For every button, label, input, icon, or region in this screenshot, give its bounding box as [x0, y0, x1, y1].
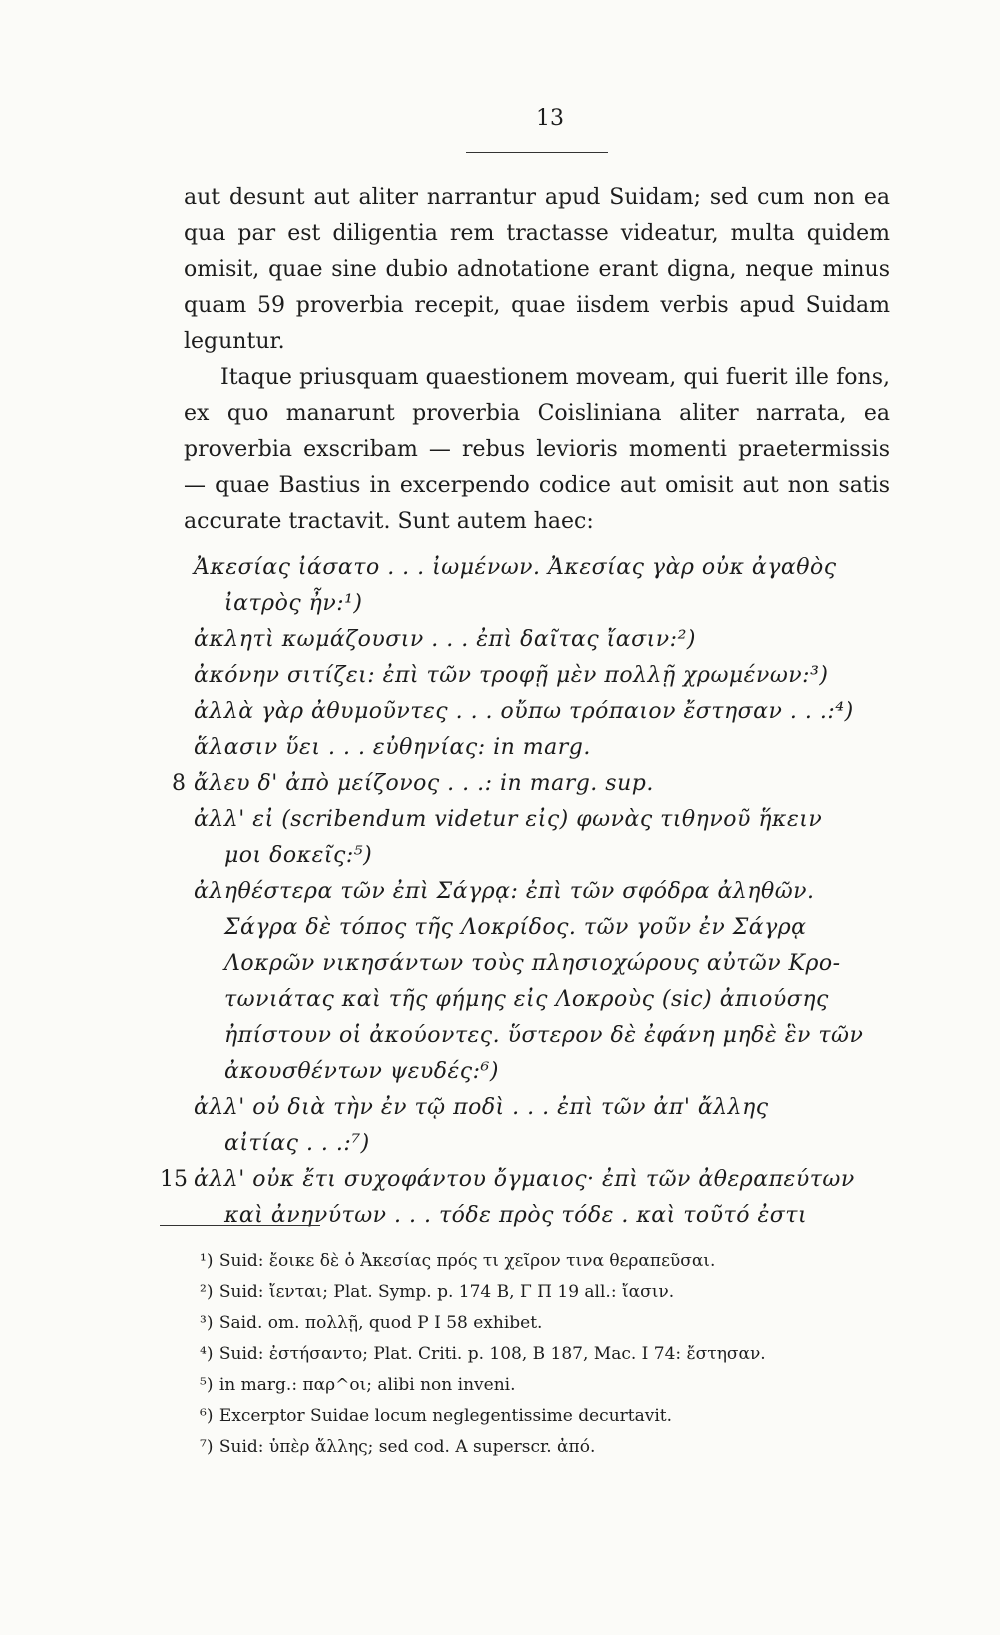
- main-text: [184, 180, 890, 540]
- footnote-marker: ³): [200, 1313, 214, 1333]
- footnote-marker: ¹): [200, 1251, 214, 1271]
- proverb-line: μοι δοκεῖς:⁵): [224, 843, 373, 868]
- proverb-entry: [194, 658, 894, 694]
- footnote-marker: ⁴): [200, 1344, 214, 1364]
- proverb-entry: [172, 766, 894, 802]
- proverb-entry: [194, 622, 894, 658]
- proverb-line: ἀλλὰ γὰρ ἀθυμοῦντες . . . οὔπω τρόπαιον ἔστησαν . . .:⁴): [194, 699, 854, 724]
- proverb-entry: [194, 802, 894, 874]
- footnote-text: in marg.: παρ^οι; alibi non inveni.: [218, 1375, 516, 1395]
- footnote: [200, 1308, 920, 1339]
- footnote: [200, 1277, 920, 1308]
- header-rule: [466, 152, 608, 153]
- footnote-marker: ²): [200, 1282, 214, 1302]
- proverb-line: ἀληθέστερα τῶν ἐπὶ Σάγρᾳ: ἐπὶ τῶν σφόδρα ἀληθῶν.: [194, 879, 815, 904]
- footnote-text: Suid: ὑπὲρ ἄλλης; sed cod. A superscr. ἀπό.: [218, 1437, 596, 1457]
- line-number: 15: [160, 1167, 188, 1192]
- proverb-list: [160, 550, 894, 1234]
- proverb-line: ἀλλ' οὐ διὰ τὴν ἐν τῷ ποδὶ . . . ἐπὶ τῶν ἀπ' ἄλλης: [194, 1095, 769, 1120]
- proverb-line: ἠπίστουν οἱ ἀκούοντες. ὕστερον δὲ ἐφάνη μηδὲ ἓν τῶν: [224, 1023, 864, 1048]
- proverb-line: ἀκόνην σιτίζει: ἐπὶ τῶν τροφῇ μὲν πολλῇ χρωμένων:³): [194, 663, 829, 688]
- footnote-text: Suid: ἴενται; Plat. Symp. p. 174 B, Γ Π 19 all.: ἴασιν.: [218, 1282, 675, 1302]
- proverb-entry: [194, 550, 894, 622]
- footnote: [200, 1432, 920, 1463]
- footnote: [200, 1370, 920, 1401]
- footnote-text: Said. om. πολλῇ, quod P I 58 exhibet.: [218, 1313, 543, 1333]
- footnote: [200, 1401, 920, 1432]
- proverb-entry: [194, 874, 894, 1090]
- footnote-text: Excerptor Suidae locum neglegentissime decurtavit.: [218, 1406, 673, 1426]
- proverb-entry: [194, 1090, 894, 1162]
- proverb-line: καὶ ἀνηνύτων . . . τόδε πρὸς τόδε . καὶ τοῦτό ἐστι: [224, 1203, 808, 1228]
- proverb-line: αἰτίας . . .:⁷): [224, 1131, 370, 1156]
- proverb-line: ἰατρὸς ἦν:¹): [224, 591, 363, 616]
- proverb-line: Ἀκεσίας ἰάσατο . . . ἰωμένων. Ἀκεσίας γὰρ οὐκ ἀγαθὸς: [194, 555, 837, 580]
- proverb-entry: [160, 1162, 894, 1234]
- proverb-line: Λοκρῶν νικησάντων τοὺς πλησιοχώρους αὐτῶν Κρο-: [224, 951, 841, 976]
- proverb-line: Σάγρα δὲ τόπος τῆς Λοκρίδος. τῶν γοῦν ἐν Σάγρᾳ: [224, 915, 807, 940]
- proverb-line: ἄλευ δ' ἀπὸ μείζονος . . .: in marg. sup.: [194, 771, 654, 796]
- proverb-line: ἅλασιν ὕει . . . εὐθηνίας: in marg.: [194, 735, 591, 760]
- footnote: [200, 1339, 920, 1370]
- footnote: [200, 1246, 920, 1277]
- paragraph-1: aut desunt aut aliter narrantur apud Suidam; sed cum non ea qua par est diligentia rem tractasse videatur, multa quidem omisit, quae sine dubio adnotatione erant digna, neque minus quam 59 proverbia recepit, quae iisdem verbis apud Suidam leguntur.: [184, 185, 890, 354]
- footnote-marker: ⁷): [200, 1437, 214, 1457]
- proverb-entry: [194, 730, 894, 766]
- footnote-marker: ⁶): [200, 1406, 214, 1426]
- proverb-line: ἀλλ' οὐκ ἔτι συχοφάντου ὄγμαιος· ἐπὶ τῶν ἀθεραπεύτων: [194, 1167, 855, 1192]
- page-number: 13: [536, 106, 564, 131]
- footnote-marker: ⁵): [200, 1375, 214, 1395]
- line-number: 8: [172, 771, 186, 796]
- proverb-line: ἀκουσθέντων ψευδές:⁶): [224, 1059, 499, 1084]
- footnote-text: Suid: ἐστήσαντο; Plat. Criti. p. 108, B 187, Mac. I 74: ἔστησαν.: [218, 1344, 766, 1364]
- footnote-text: Suid: ἔοικε δὲ ὁ Ἀκεσίας πρός τι χεῖρον τινα θεραπεῦσαι.: [218, 1251, 716, 1271]
- proverb-line: τωνιάτας καὶ τῆς φήμης εἰς Λοκροὺς (sic) ἀπιούσης: [224, 987, 829, 1012]
- footnote-rule: [160, 1225, 320, 1226]
- proverb-entry: [194, 694, 894, 730]
- proverb-line: ἀλλ' εἰ (scribendum videtur εἰς) φωνὰς τιθηνοῦ ἥκειν: [194, 807, 823, 832]
- paragraph-2: Itaque priusquam quaestionem moveam, qui fuerit ille fons, ex quo manarunt proverbia Coisliniana aliter narrata, ea proverbia exscribam — rebus levioris momenti praetermissis — quae Bastius in excerpendo codice aut omisit aut non satis accurate tractavit. Sunt autem haec:: [184, 365, 890, 534]
- proverb-line: ἀκλητὶ κωμάζουσιν . . . ἐπὶ δαῖτας ἴασιν:²): [194, 627, 696, 652]
- footnotes: [200, 1246, 920, 1463]
